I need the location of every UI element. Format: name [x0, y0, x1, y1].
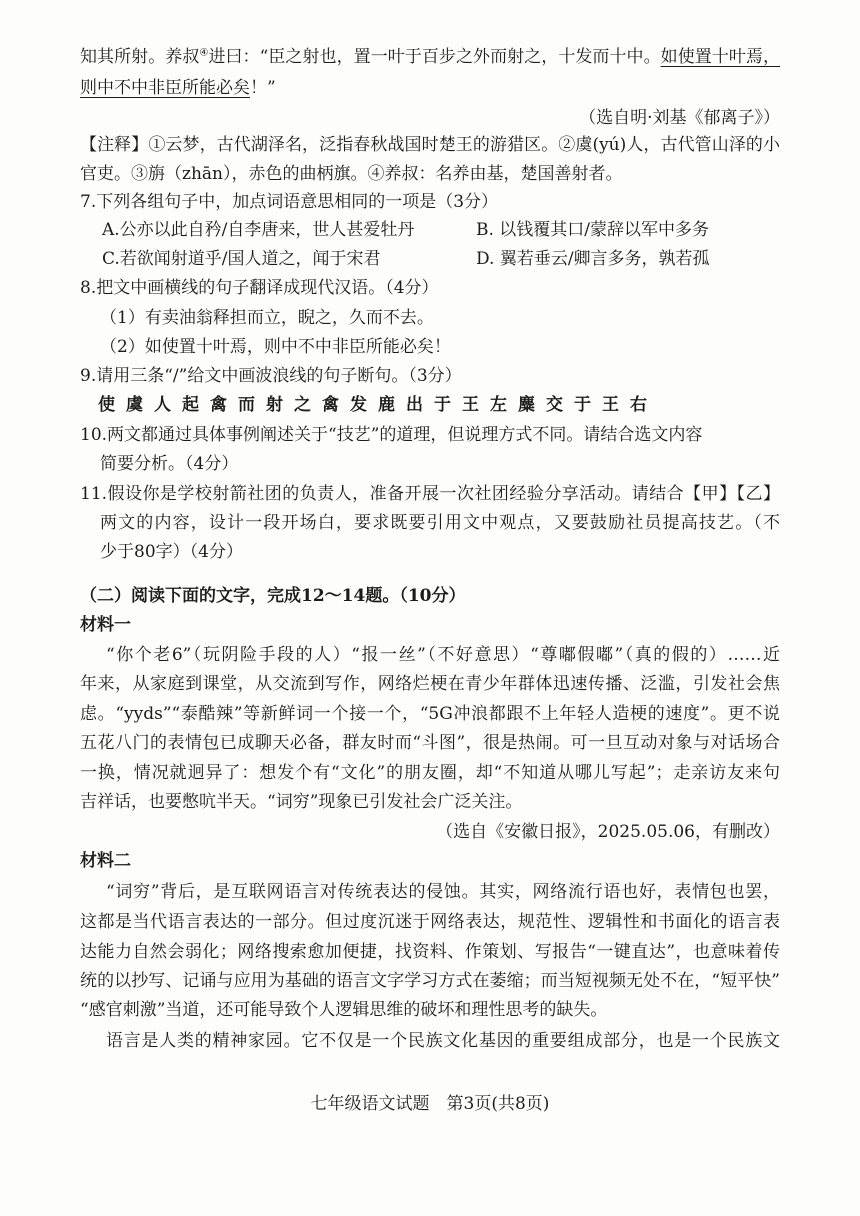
material-2-line: “词穷”背后，是互联网语言对传统表达的侵蚀。其实，网络流行语也好，表情包也罢，	[106, 882, 780, 902]
option-b: B. 以钱覆其口/蒙辞以军中多务	[476, 220, 710, 240]
question-10-line: 10.两文都通过具体事例阐述关于“技艺”的道理，但说理方式不同。请结合选文内容	[80, 425, 703, 445]
question-11-line: 少于80字）（4分）	[100, 542, 243, 562]
material-1-line: 虑。“yyds”“泰酷辣”等新鲜词一个接一个，“5G冲浪都跟不上年轻人造梗的速度”。更不说	[80, 704, 780, 724]
option-a: A.公亦以此自矜/自李唐来，世人甚爱牡丹	[102, 220, 415, 240]
material-2-line: 达能力自然会弱化；网络搜索愈加便捷，找资料、作策划、写报告“一键直达”，也意味着传	[80, 942, 780, 962]
material-1-line: 吉祥话，也要憋吭半天。“词穷”现象已引发社会广泛关注。	[80, 792, 523, 812]
question-8-stem: 8.把文中画横线的句子翻译成现代汉语。（4分）	[80, 278, 439, 298]
passage-source: （选自明·刘基《郁离子》）	[579, 108, 780, 128]
material-2-line: “感官刺激”当道，还可能导致个人逻辑思维的破坏和理性思考的缺失。	[80, 1000, 608, 1020]
wavy-sentence: 使虞人起禽而射之禽发鹿出于王左麋交于王右	[98, 395, 658, 415]
question-8-item: （1）有卖油翁释担而立，睨之，久而不去。	[100, 308, 434, 328]
question-7-stem: 7.下列各组句子中，加点词语意思相同的一项是（3分）	[80, 192, 499, 212]
passage-line: 知其所射。养叔④进曰：“臣之射也，置一叶于百步之外而射之，十发而十中。如使置十叶焉，	[80, 47, 781, 67]
question-11-line: 11.假设你是学校射箭社团的负责人，准备开展一次社团经验分享活动。请结合【甲】【乙】	[80, 484, 780, 504]
material-2-line: 这都是当代语言表达的一部分。但过度沉迷于网络表达，规范性、逻辑性和书面化的语言表	[80, 912, 780, 932]
question-9-stem: 9.请用三条“/”给文中画波浪线的句子断句。（3分）	[80, 366, 462, 386]
passage-line: 则中不中非臣所能必矣！”	[80, 78, 276, 98]
option-d: D. 翼若垂云/卿言多务，孰若孤	[476, 249, 710, 269]
notes-line: 【注释】①云梦，古代湖泽名，泛指春秋战国时楚王的游猎区。②虞(yú)人，古代管山泽的小	[80, 135, 780, 155]
material-1-source: （选自《安徽日报》，2025.05.06，有删改）	[436, 822, 780, 842]
material-label: 材料一	[80, 615, 131, 635]
question-11-line: 两文的内容，设计一段开场白，要求既要引用文中观点，又要鼓励社员提高技艺。（不	[100, 513, 780, 533]
material-2-line: 语言是人类的精神家园。它不仅是一个民族文化基因的重要组成部分，也是一个民族文	[106, 1031, 780, 1051]
page-footer: 七年级语文试题 第3页(共8页)	[310, 1094, 550, 1114]
material-2-line: 统的以抄写、记诵与应用为基础的语言文字学习方式在萎缩；而当短视频无处不在，“短平快”	[80, 971, 780, 991]
notes-line: 官吏。③旃（zhān），赤色的曲柄旗。④养叔：名养由基，楚国善射者。	[80, 164, 623, 184]
option-c: C.若欲闻射道乎/国人道之，闻于宋君	[102, 249, 381, 269]
underlined-sentence: 则中不中非臣所能必矣	[80, 78, 250, 98]
section-heading: （二）阅读下面的文字，完成12～14题。（10分）	[80, 586, 466, 606]
note-marker: ④	[199, 47, 209, 59]
material-1-line: 五花八门的表情包已成聊天必备，群友时而“斗图”，很是热闹。可一旦互动对象与对话场合	[80, 733, 780, 753]
underlined-sentence: 如使置十叶焉，	[660, 47, 781, 67]
material-1-line: “你个老6”（玩阴险手段的人）“报一丝”（不好意思）“尊嘟假嘟”（真的假的）……近	[106, 645, 780, 665]
question-8-item: （2）如使置十叶焉，则中不中非臣所能必矣！	[100, 337, 451, 357]
material-label: 材料二	[80, 851, 131, 871]
material-1-line: 一换，情况就迥异了：想发个有“文化”的朋友圈，却“不知道从哪儿写起”；走亲访友来句	[80, 763, 780, 783]
material-1-line: 年来，从家庭到课堂，从交流到写作，网络烂梗在青少年群体迅速传播、泛滥，引发社会焦	[80, 674, 780, 694]
question-10-line: 简要分析。（4分）	[100, 454, 239, 474]
